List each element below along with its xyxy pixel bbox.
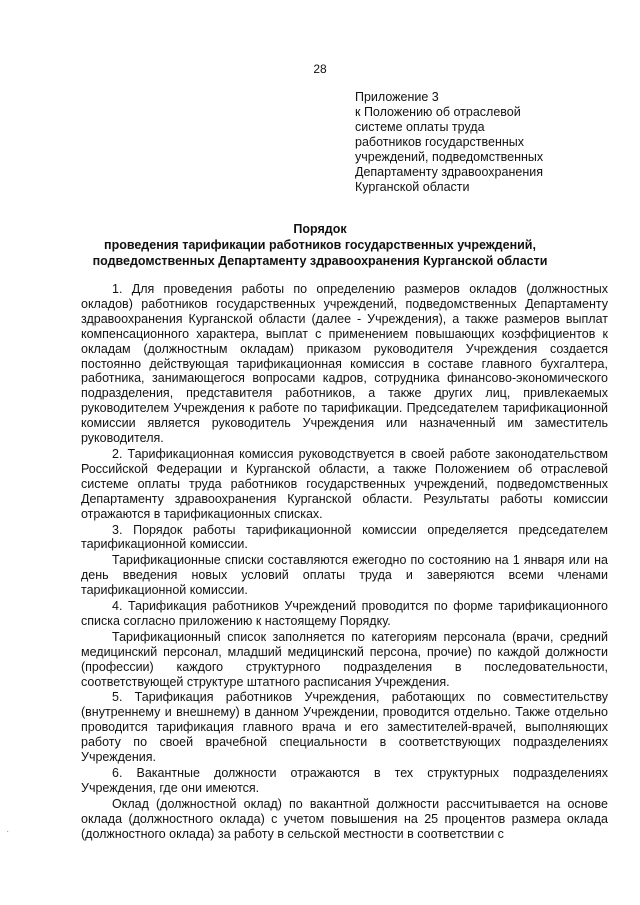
document-body [81,282,608,842]
title-line-2: проведения тарификации работников государственных учреждений, [104,238,536,252]
appendix-line: Приложение 3 [355,90,439,104]
appendix-line: Департаменту здравоохранения [355,165,543,179]
page-number: 28 [313,62,327,76]
title-line-1: Порядок [293,222,347,236]
paragraph-4-continued: Тарификационный список заполняется по категориям персонала (врачи, средний медицинский персонал, младший медицинский персона, прочие) по каждой должности (профессии) каждого структурного подразделения в последовательности, соответствующей структуре штатного расписания Учреждения. [81,629,608,689]
appendix-line: Курганской области [355,180,470,194]
appendix-header [355,90,615,195]
paragraph-5: 5. Тарификация работников Учреждения, работающих по совместительству (внутреннему и внешнему) в данном Учреждении, проводится отдельно. Также отдельно проводится тарификация главного врача и его заместителей-врачей, выполняющих работу по своей врачебной специальности в соответствующих подразделениях Учреждения. [81,690,608,765]
paragraph-4: 4. Тарификация работников Учреждений проводится по форме тарификационного списка согласно приложению к настоящему Порядку. [81,599,608,628]
margin-mark: · [6,826,10,837]
paragraph-3: 3. Порядок работы тарификационной комиссии определяется председателем тарификационной комиссии. [81,522,608,552]
paragraph-3-continued: Тарификационные списки составляются ежегодно по состоянию на 1 января или на день введения новых условий оплаты труда и заверяются всеми членами тарификационной комиссии. [81,553,608,598]
appendix-line: системе оплаты труда [355,120,485,134]
paragraph-6-continued: Оклад (должностной оклад) по вакантной должности рассчитывается на основе оклада (должностного оклада) с учетом повышения на 25 процентов размера оклада (должностного оклада) за работу в сельской местности в соответствии с [81,796,608,841]
document-title [0,221,640,269]
title-line-3: подведомственных Департаменту здравоохранения Курганской области [92,254,548,268]
appendix-line: работников государственных [355,135,525,149]
paragraph-6: 6. Вакантные должности отражаются в тех структурных подразделениях Учреждения, где они имеются. [81,766,608,795]
appendix-line: учреждений, подведомственных [355,150,544,164]
paragraph-2: 2. Тарификационная комиссия руководствуется в своей работе законодательством Российской Федерации и Курганской области, а также Положением об отраслевой системе оплаты труда работников государственных учреждений, подведомственных Департаменту здравоохранения Курганской области. Результаты работы комиссии отражаются в тарификационных списках. [81,446,608,521]
appendix-line: к Положению об отраслевой [355,105,521,119]
paragraph-1: 1. Для проведения работы по определению размеров окладов (должностных окладов) работников государственных учреждений, подведомственных Департаменту здравоохранения Курганской области (далее - Учреждения), а также размеров выплат компенсационного характера, выплат с применением повышающих коэффициентов к окладам (должностным окладам) приказом руководителя Учреждения создается постоянно действующая тарификационная комиссия в составе главного бухгалтера, работника, занимающегося вопросами кадров, сотрудника финансово-экономического подразделения, представителя работников, а также других лиц, привлекаемых руководителем Учреждения к работе по тарификации. Председателем тарификационной комиссии является руководитель Учреждения или назначенный им заместитель руководителя. [81,282,608,446]
